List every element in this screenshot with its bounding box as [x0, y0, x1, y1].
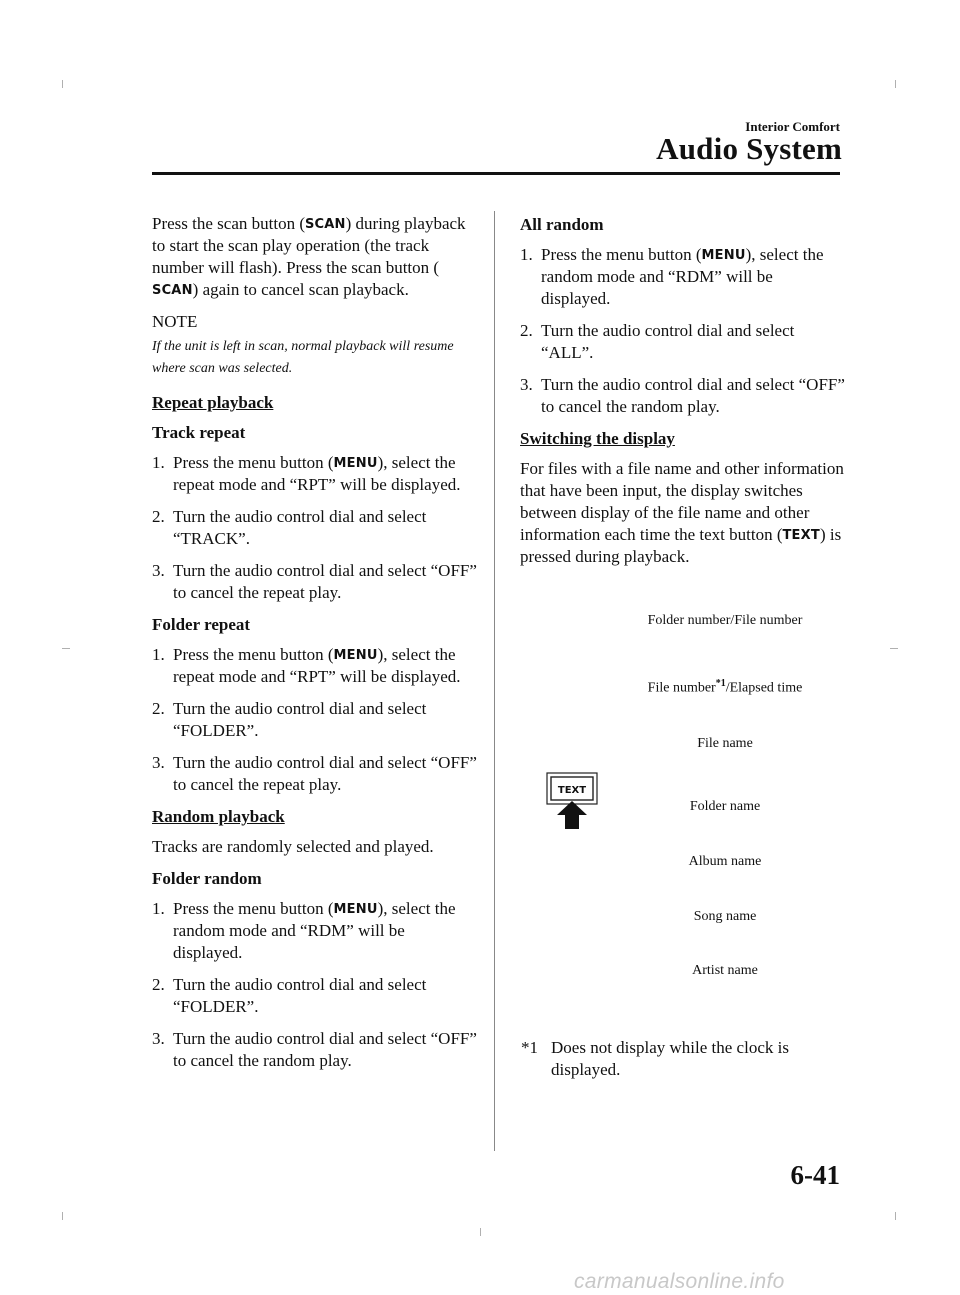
crop-mark [895, 1212, 896, 1220]
list-item: 3. Turn the audio control dial and select “OFF” to cancel the random play. [520, 375, 845, 416]
note-title: NOTE [152, 312, 198, 331]
footnote-ref: *1 [715, 678, 726, 689]
left-column [152, 213, 477, 1082]
list-item: 1. Press the menu button (MENU), select the random mode and “RDM” will be displayed. [520, 245, 824, 308]
crop-mark [480, 1228, 481, 1236]
crop-mark [62, 1212, 63, 1220]
menu-button-label: MENU [333, 902, 378, 917]
crop-mark [890, 648, 898, 649]
track-repeat-title: Track repeat [152, 423, 246, 442]
random-playback-heading: Random playback [152, 807, 285, 826]
watermark: carmanualsonline.info [574, 1270, 785, 1293]
sequence-item: Song name [693, 909, 757, 924]
right-column [520, 213, 845, 578]
sequence-item: Folder name [689, 799, 761, 814]
list-item: 2. Turn the audio control dial and select “TRACK”. [152, 507, 427, 548]
header-rule [152, 172, 840, 175]
crop-mark [895, 80, 896, 88]
list-item: 2. Turn the audio control dial and select “FOLDER”. [152, 699, 427, 740]
press-arrow-icon [557, 801, 587, 829]
menu-button-label: MENU [701, 248, 746, 263]
sequence-item: Album name [688, 854, 762, 869]
switching-display-desc: For files with a file name and other information that have been input, the display switches between display of the file name and other information each time the text button (TEXT) is pressed during playback. [520, 459, 844, 566]
list-item: 1. Press the menu button (MENU), select the repeat mode and “RPT” will be displayed. [152, 453, 461, 494]
repeat-playback-heading: Repeat playback [152, 393, 274, 412]
text-button-icon-label: TEXT [557, 785, 587, 796]
list-item: 2. Turn the audio control dial and select “FOLDER”. [152, 975, 427, 1016]
list-item: 1. Press the menu button (MENU), select the repeat mode and “RPT” will be displayed. [152, 645, 461, 686]
folder-random-title: Folder random [152, 869, 262, 888]
random-playback-desc: Tracks are randomly selected and played. [152, 837, 434, 856]
note-text: If the unit is left in scan, normal playback will resume where scan was selected. [152, 339, 454, 376]
page-title: Audio System [656, 131, 842, 166]
sequence-item: Artist name [692, 963, 758, 978]
scan-intro: Press the scan button (SCAN) during playback to start the scan play operation (the track number will flash). Press the scan button (SCAN) again to cancel scan playback. [152, 214, 466, 299]
footnote: *1 Does not display while the clock is displayed. [521, 1038, 789, 1079]
scan-button-label: SCAN [152, 283, 193, 298]
sequence-item: File name [697, 736, 753, 751]
menu-button-label: MENU [333, 648, 378, 663]
list-item: 3. Turn the audio control dial and select “OFF” to cancel the random play. [152, 1029, 477, 1070]
menu-button-label: MENU [333, 456, 378, 471]
sequence-item: File number$^{*1}$/Elapsed time [647, 678, 803, 696]
crop-mark [62, 648, 70, 649]
list-item: 2. Turn the audio control dial and select “ALL”. [520, 321, 795, 362]
column-divider [494, 211, 495, 1151]
page-number: 6-41 [790, 1160, 840, 1190]
all-random-title: All random [520, 215, 604, 234]
switching-display-heading: Switching the display [520, 429, 675, 448]
crop-mark [62, 80, 63, 88]
list-item: 3. Turn the audio control dial and select “OFF” to cancel the repeat play. [152, 753, 477, 794]
list-item: 1. Press the menu button (MENU), select the random mode and “RDM” will be displayed. [152, 899, 456, 962]
text-button-label: TEXT [782, 528, 820, 543]
text-button-icon [546, 772, 598, 830]
sequence-item: Folder number/File number [647, 613, 803, 628]
scan-button-label: SCAN [304, 217, 346, 232]
list-item: 3. Turn the audio control dial and select “OFF” to cancel the repeat play. [152, 561, 477, 602]
section-label: Interior Comfort [745, 119, 840, 134]
folder-repeat-title: Folder repeat [152, 615, 251, 634]
